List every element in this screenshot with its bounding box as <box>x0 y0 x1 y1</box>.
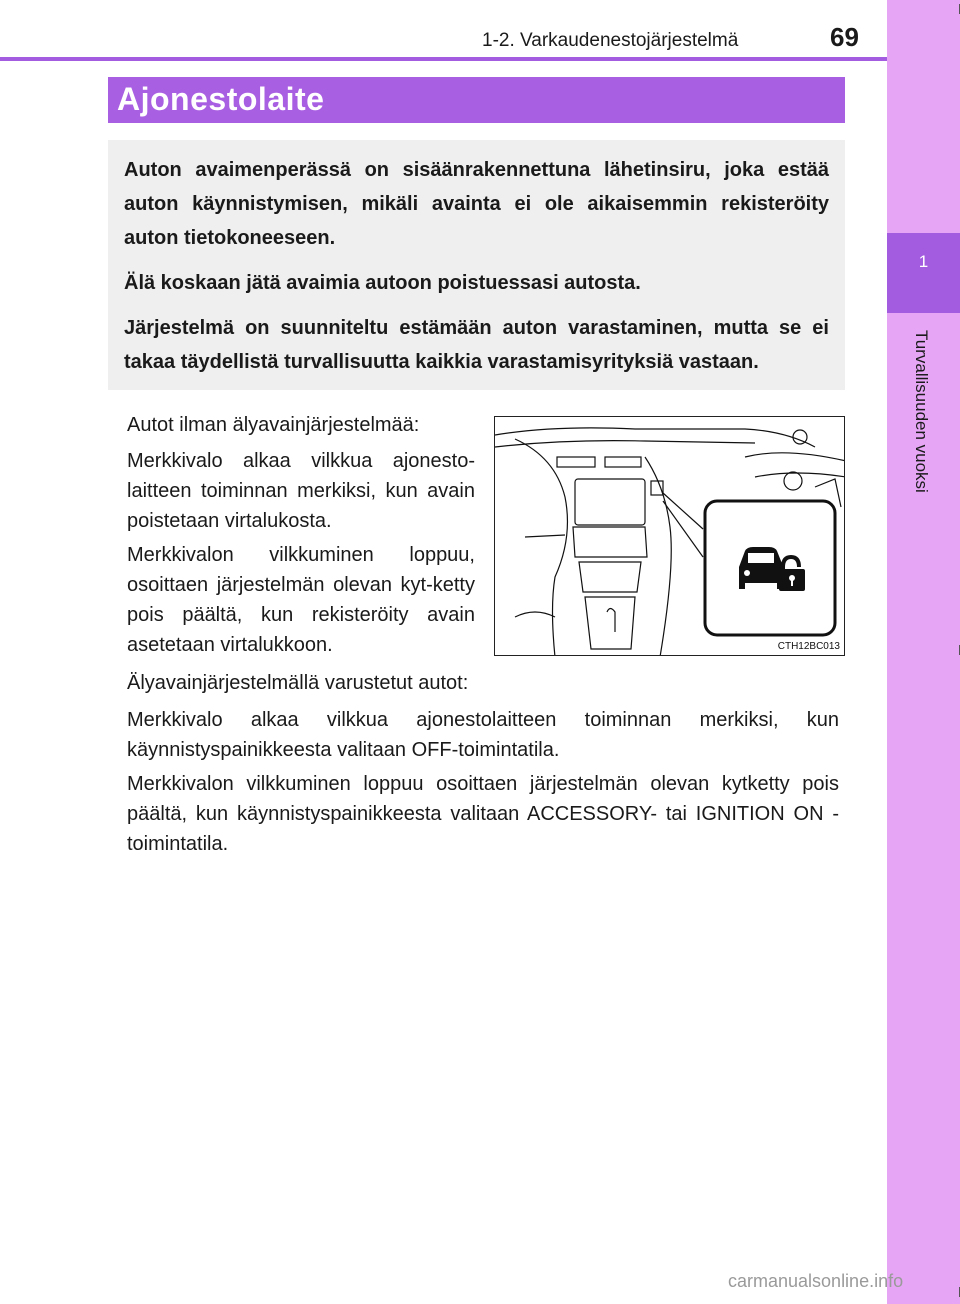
intro-paragraph-2: Älä koskaan jätä avaimia autoon poistuessasi autosta. <box>124 272 641 294</box>
intro-paragraph-3: Järjestelmä on suunniteltu estämään auton varastaminen, mutta se ei takaa täydellistä turvallisuutta kaikkia varastamisyrityksiä vastaan. <box>124 317 829 373</box>
dashboard-illustration <box>494 416 845 656</box>
smart-key-paragraph-1: Merkkivalo alkaa vilkkua ajonestolaitteen toiminnan merkiksi, kun käynnistyspainikkeesta valitaan OFF-toimintatila. <box>127 709 839 761</box>
chapter-number: 1 <box>918 252 929 271</box>
chapter-highlight <box>887 233 960 313</box>
intro-paragraph-1: Auton avaimenperässä on sisäänrakennettuna lähetinsiru, joka estää auton käynnistymisen, mikäli avainta ei ole aikaisemmin rekisteröity auton tietokoneeseen. <box>124 159 829 249</box>
watermark: carmanualsonline.info <box>728 1271 904 1291</box>
header-rule <box>0 57 887 61</box>
smart-key-paragraph-2: Merkkivalon vilkkuminen loppuu osoittaen järjestelmän olevan kytketty pois päältä, kun käynnistyspainikkeesta valitaan ACCESSORY- tai IGNITION ON -toimintatila. <box>127 773 839 855</box>
dashboard-drawing <box>495 417 845 656</box>
chapter-title: Turvallisuuden vuoksi <box>912 330 931 493</box>
no-smart-key-paragraph-1: Merkkivalo alkaa vilkkua ajonesto-laitteen toiminnan merkiksi, kun avain poistetaan virtalukosta. <box>127 450 475 532</box>
section-title: Ajonestolaite <box>117 81 325 117</box>
figure-code: CTH12BC013 <box>777 641 840 652</box>
section-title-bar <box>108 77 845 123</box>
header-section-title: 1-2. Varkaudenestojärjestelmä <box>482 30 739 51</box>
smart-key-heading: Älyavainjärjestelmällä varustetut autot: <box>127 672 469 694</box>
page-number: 69 <box>830 22 859 52</box>
no-smart-key-paragraph-2: Merkkivalon vilkkuminen loppuu, osoittaen järjestelmän olevan kyt-ketty pois päältä, kun rekisteröity avain asetetaan virtalukkoon. <box>127 544 475 656</box>
no-smart-key-heading: Autot ilman älyavainjärjestelmää: <box>127 414 420 436</box>
chapter-side-tab <box>887 0 960 1304</box>
intro-box <box>108 140 845 390</box>
